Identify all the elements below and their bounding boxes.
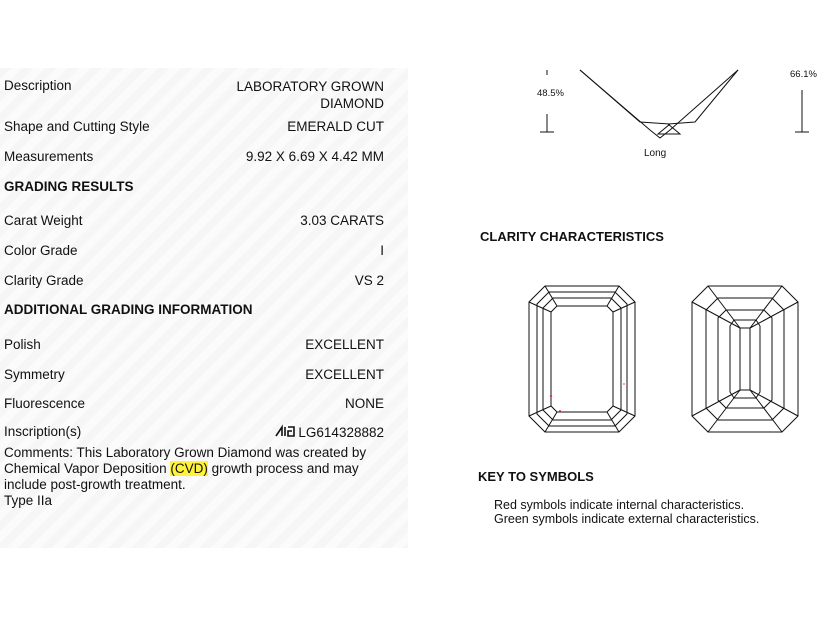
crown-view-plot <box>527 284 637 434</box>
inclusion-mark <box>559 410 561 412</box>
color-label: Color Grade <box>4 243 78 258</box>
description-value-line1: LABORATORY GROWN <box>236 79 384 94</box>
fluorescence-value: NONE <box>344 396 384 411</box>
symmetry-label: Symmetry <box>4 367 65 382</box>
pavilion-percent: 48.5% <box>537 88 564 99</box>
color-value: I <box>380 243 384 258</box>
cvd-highlight: (CVD) <box>170 461 208 476</box>
key-green-line: Green symbols indicate external characteristics. <box>494 512 760 526</box>
type-line: Type IIa <box>4 493 53 508</box>
description-label: Description <box>4 78 72 93</box>
key-to-symbols-heading: KEY TO SYMBOLS <box>478 469 594 484</box>
measurements-label: Measurements <box>4 149 94 164</box>
description-value-line2: DIAMOND <box>320 96 384 111</box>
carat-label: Carat Weight <box>4 213 83 228</box>
symmetry-value: EXCELLENT <box>305 367 384 382</box>
shape-label: Shape and Cutting Style <box>4 119 150 134</box>
comments-suffix: growth process and may include post-growth treatment. <box>4 461 359 492</box>
inclusion-mark <box>623 383 625 385</box>
fluorescence-label: Fluorescence <box>4 396 86 411</box>
proportions-diagram <box>520 62 820 142</box>
polish-label: Polish <box>4 337 41 352</box>
additional-info-heading: ADDITIONAL GRADING INFORMATION <box>4 302 253 317</box>
comments-prefix: Comments: This Laboratory Grown Diamond was created by Chemical Vapor Deposition <box>4 445 367 476</box>
clarity-characteristics-heading: CLARITY CHARACTERISTICS <box>480 229 664 244</box>
inscription-label: Inscription(s) <box>4 424 82 439</box>
inscription-value: LG614328882 <box>298 425 384 440</box>
measurements-value: 9.92 X 6.69 X 4.42 MM <box>245 149 384 164</box>
inscription-value-wrap <box>274 424 384 440</box>
inclusion-mark <box>550 395 552 397</box>
comments-block <box>4 445 379 509</box>
pavilion-view-plot <box>690 284 800 434</box>
description-value <box>236 78 384 112</box>
igi-logo-icon <box>274 424 296 439</box>
shape-value: EMERALD CUT <box>287 119 384 134</box>
grading-results-heading: GRADING RESULTS <box>4 179 134 194</box>
depth-percent: 66.1% <box>790 69 817 80</box>
clarity-label: Clarity Grade <box>4 273 84 288</box>
carat-value: 3.03 CARATS <box>300 213 384 228</box>
polish-value: EXCELLENT <box>305 337 384 352</box>
key-red-line: Red symbols indicate internal characteristics. <box>494 498 745 512</box>
long-label: Long <box>644 148 667 159</box>
clarity-value: VS 2 <box>354 273 384 288</box>
